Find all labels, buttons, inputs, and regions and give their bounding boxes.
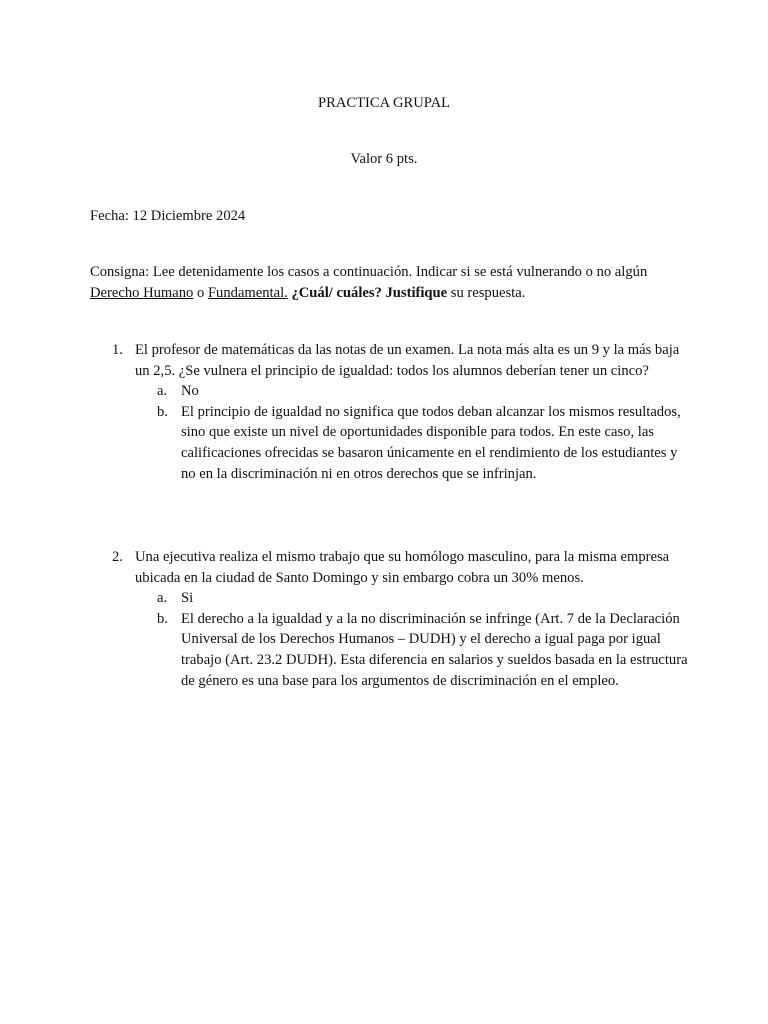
case-2-number: 2. [112, 549, 123, 565]
instructions-bold-question: ¿Cuál/ cuáles? Justifique [291, 284, 448, 301]
case-1 [90, 340, 690, 484]
instructions-end: su respuesta. [447, 284, 526, 301]
case-2-answer-a-letter: a. [157, 590, 168, 607]
case-2 [90, 547, 690, 691]
case-1-answer-a-letter: a. [157, 383, 168, 400]
case-1-answer-b-item [90, 402, 690, 484]
case-2-question-item [90, 547, 690, 588]
case-1-answer-a: No [181, 383, 199, 400]
instructions-intro: Consigna: Lee detenidamente los casos a continuación. Indicar si se está vulnerando o no algún [90, 264, 648, 280]
case-2-question: Una ejecutiva realiza el mismo trabajo que su homólogo masculino, para la misma empresa ubicada en la ciudad de Santo Domingo y sin embargo cobra un 30% menos. [135, 549, 670, 586]
instructions-paragraph [90, 262, 690, 303]
date-line: Fecha: 12 Diciembre 2024 [90, 208, 246, 224]
instructions-underline-derecho-humano: Derecho Humano [90, 284, 194, 301]
case-2-answer-b-item [90, 609, 690, 691]
case-1-question: El profesor de matemáticas da las notas de un examen. La nota más alta es un 9 y la más baja un 2,5. ¿Se vulnera el principio de igualdad: todos los alumnos deberían tener un cinco? [135, 342, 680, 379]
case-2-answer-a-item [90, 588, 690, 609]
instructions-underline-fundamental: Fundamental. [207, 284, 288, 301]
document-title: PRACTICA GRUPAL [317, 95, 451, 111]
instructions-connector: o [193, 284, 208, 301]
case-2-answer-a: Si [181, 590, 194, 607]
case-2-answer-b: El derecho a la igualdad y a la no discriminación se infringe (Art. 7 de la Declaración Universal de los Derechos Humanos – DUDH) y el derecho a igual paga por igual trabajo (Art. 23.2 DUDH). Esta diferencia en salarios y sueldos basada en la estructura de género es una base para los argumentos de discriminación en el empleo. [181, 610, 688, 689]
case-1-answer-a-item [90, 381, 690, 402]
case-2-answer-b-letter: b. [157, 610, 168, 627]
case-1-question-item [90, 340, 690, 381]
points-value: Valor 6 pts. [350, 151, 418, 167]
case-1-answer-b: El principio de igualdad no significa que todos deban alcanzar los mismos resultados, sino que existe un nivel de oportunidades disponible para todos. En este caso, las calificaciones ofrecidas se basaron únicamente en el rendimiento de los estudiantes y no en la discriminación ni en otros derechos que se infrinjan. [181, 403, 681, 482]
case-1-answer-b-letter: b. [157, 403, 168, 420]
case-1-number: 1. [112, 342, 123, 358]
